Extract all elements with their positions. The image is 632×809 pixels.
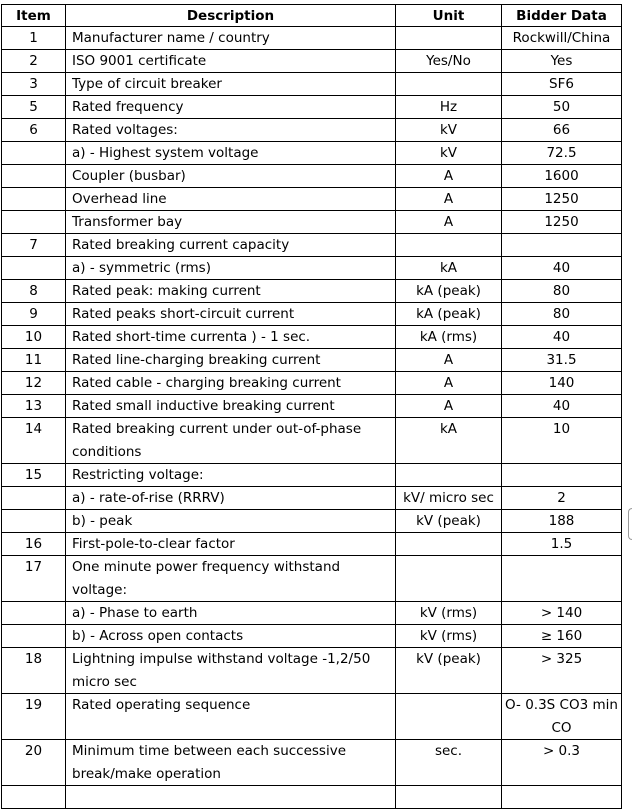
unit-cell: kV (rms)	[396, 625, 502, 648]
header-unit: Unit	[396, 5, 502, 27]
item-cell: 18	[2, 648, 66, 694]
unit-cell	[396, 556, 502, 602]
table-row	[2, 188, 622, 211]
description-cell: Rated cable - charging breaking current	[66, 372, 396, 395]
item-cell	[2, 487, 66, 510]
table-row	[2, 418, 622, 464]
description-cell	[66, 786, 396, 809]
header-item: Item	[2, 5, 66, 27]
bidder-data-cell: 66	[502, 119, 622, 142]
description-cell: Minimum time between each successive break/make operation	[66, 740, 396, 786]
description-cell: Rated frequency	[66, 96, 396, 119]
description-cell: One minute power frequency withstand voltage:	[66, 556, 396, 602]
unit-cell: kA	[396, 418, 502, 464]
unit-cell: A	[396, 165, 502, 188]
item-cell: 1	[2, 27, 66, 50]
bidder-data-cell: 1250	[502, 211, 622, 234]
table-row	[2, 510, 622, 533]
bidder-data-cell: 80	[502, 280, 622, 303]
table-row	[2, 234, 622, 257]
bidder-data-cell: 1600	[502, 165, 622, 188]
bidder-data-cell: 2	[502, 487, 622, 510]
item-cell: 17	[2, 556, 66, 602]
bidder-data-cell: > 325	[502, 648, 622, 694]
scroll-edge-marker	[628, 508, 632, 540]
table-row	[2, 372, 622, 395]
description-cell: Rated peak: making current	[66, 280, 396, 303]
spec-sheet	[1, 4, 622, 809]
description-cell: Transformer bay	[66, 211, 396, 234]
unit-cell: kA (peak)	[396, 303, 502, 326]
item-cell	[2, 602, 66, 625]
item-cell: 7	[2, 234, 66, 257]
description-cell: b) - Across open contacts	[66, 625, 396, 648]
table-row	[2, 211, 622, 234]
unit-cell: A	[396, 372, 502, 395]
bidder-data-cell	[502, 786, 622, 809]
item-cell: 11	[2, 349, 66, 372]
table-row	[2, 602, 622, 625]
item-cell	[2, 257, 66, 280]
table-row	[2, 487, 622, 510]
unit-cell: kV/ micro sec	[396, 487, 502, 510]
item-cell	[2, 142, 66, 165]
bidder-data-cell: 72.5	[502, 142, 622, 165]
item-cell: 12	[2, 372, 66, 395]
description-cell: Coupler (busbar)	[66, 165, 396, 188]
bidder-data-cell: > 0.3	[502, 740, 622, 786]
bidder-data-cell: 188	[502, 510, 622, 533]
description-cell: Rated breaking current under out-of-phase conditions	[66, 418, 396, 464]
description-cell: Rated line-charging breaking current	[66, 349, 396, 372]
bidder-data-cell: 10	[502, 418, 622, 464]
unit-cell: A	[396, 211, 502, 234]
bidder-data-cell: 50	[502, 96, 622, 119]
unit-cell: kV (peak)	[396, 510, 502, 533]
description-cell: a) - symmetric (rms)	[66, 257, 396, 280]
unit-cell: A	[396, 349, 502, 372]
description-cell: Rated operating sequence	[66, 694, 396, 740]
description-cell: a) - Phase to earth	[66, 602, 396, 625]
bidder-data-cell: SF6	[502, 73, 622, 96]
unit-cell	[396, 533, 502, 556]
unit-cell: sec.	[396, 740, 502, 786]
item-cell	[2, 211, 66, 234]
bidder-data-cell: 31.5	[502, 349, 622, 372]
bidder-data-cell: Rockwill/China	[502, 27, 622, 50]
bidder-data-cell: 140	[502, 372, 622, 395]
bidder-data-cell: ≥ 160	[502, 625, 622, 648]
bidder-data-cell: 1250	[502, 188, 622, 211]
item-cell: 15	[2, 464, 66, 487]
table-row	[2, 326, 622, 349]
unit-cell: kV	[396, 142, 502, 165]
description-cell: Restricting voltage:	[66, 464, 396, 487]
item-cell: 14	[2, 418, 66, 464]
bidder-data-cell: > 140	[502, 602, 622, 625]
table-row	[2, 533, 622, 556]
table-row	[2, 464, 622, 487]
table-row	[2, 625, 622, 648]
item-cell: 9	[2, 303, 66, 326]
item-cell	[2, 786, 66, 809]
table-row	[2, 165, 622, 188]
table-row	[2, 257, 622, 280]
table-row	[2, 395, 622, 418]
item-cell: 2	[2, 50, 66, 73]
table-row	[2, 27, 622, 50]
description-cell: Rated voltages:	[66, 119, 396, 142]
bidder-data-cell	[502, 234, 622, 257]
bidder-data-cell	[502, 556, 622, 602]
table-row	[2, 96, 622, 119]
table-row	[2, 303, 622, 326]
description-cell: Lightning impulse withstand voltage -1,2/50 micro sec	[66, 648, 396, 694]
unit-cell: kA	[396, 257, 502, 280]
item-cell	[2, 510, 66, 533]
table-row	[2, 786, 622, 809]
unit-cell	[396, 464, 502, 487]
table-row	[2, 349, 622, 372]
bidder-data-cell: 40	[502, 257, 622, 280]
description-cell: b) - peak	[66, 510, 396, 533]
description-cell: Rated small inductive breaking current	[66, 395, 396, 418]
table-row	[2, 142, 622, 165]
unit-cell: kV (rms)	[396, 602, 502, 625]
table-row	[2, 694, 622, 740]
table-row	[2, 740, 622, 786]
item-cell	[2, 625, 66, 648]
description-cell: Rated short-time currenta ) - 1 sec.	[66, 326, 396, 349]
item-cell: 5	[2, 96, 66, 119]
bidder-data-cell: Yes	[502, 50, 622, 73]
table-row	[2, 50, 622, 73]
item-cell: 19	[2, 694, 66, 740]
item-cell: 13	[2, 395, 66, 418]
description-cell: Type of circuit breaker	[66, 73, 396, 96]
description-cell: Rated breaking current capacity	[66, 234, 396, 257]
description-cell: Rated peaks short-circuit current	[66, 303, 396, 326]
item-cell: 20	[2, 740, 66, 786]
header-bidder-data: Bidder Data	[502, 5, 622, 27]
unit-cell	[396, 234, 502, 257]
unit-cell: A	[396, 188, 502, 211]
unit-cell: Yes/No	[396, 50, 502, 73]
unit-cell: kV (peak)	[396, 648, 502, 694]
bidder-data-cell: 80	[502, 303, 622, 326]
bidder-data-cell	[502, 464, 622, 487]
unit-cell	[396, 73, 502, 96]
item-cell: 10	[2, 326, 66, 349]
item-cell: 6	[2, 119, 66, 142]
bidder-data-cell: 40	[502, 395, 622, 418]
unit-cell: kA (peak)	[396, 280, 502, 303]
description-cell: Overhead line	[66, 188, 396, 211]
header-row	[2, 5, 622, 27]
header-description: Description	[66, 5, 396, 27]
table-row	[2, 648, 622, 694]
unit-cell	[396, 786, 502, 809]
bidder-data-cell: 40	[502, 326, 622, 349]
item-cell: 3	[2, 73, 66, 96]
unit-cell: Hz	[396, 96, 502, 119]
item-cell: 16	[2, 533, 66, 556]
unit-cell: kA (rms)	[396, 326, 502, 349]
unit-cell	[396, 694, 502, 740]
item-cell: 8	[2, 280, 66, 303]
description-cell: Manufacturer name / country	[66, 27, 396, 50]
table-row	[2, 280, 622, 303]
unit-cell: A	[396, 395, 502, 418]
item-cell	[2, 188, 66, 211]
circuit-breaker-data-table	[1, 4, 622, 809]
description-cell: a) - rate-of-rise (RRRV)	[66, 487, 396, 510]
bidder-data-cell: 1.5	[502, 533, 622, 556]
description-cell: a) - Highest system voltage	[66, 142, 396, 165]
table-row	[2, 119, 622, 142]
bidder-data-cell: O- 0.3S CO3 min CO	[502, 694, 622, 740]
table-row	[2, 556, 622, 602]
table-row	[2, 73, 622, 96]
description-cell: First-pole-to-clear factor	[66, 533, 396, 556]
description-cell: ISO 9001 certificate	[66, 50, 396, 73]
unit-cell: kV	[396, 119, 502, 142]
unit-cell	[396, 27, 502, 50]
item-cell	[2, 165, 66, 188]
